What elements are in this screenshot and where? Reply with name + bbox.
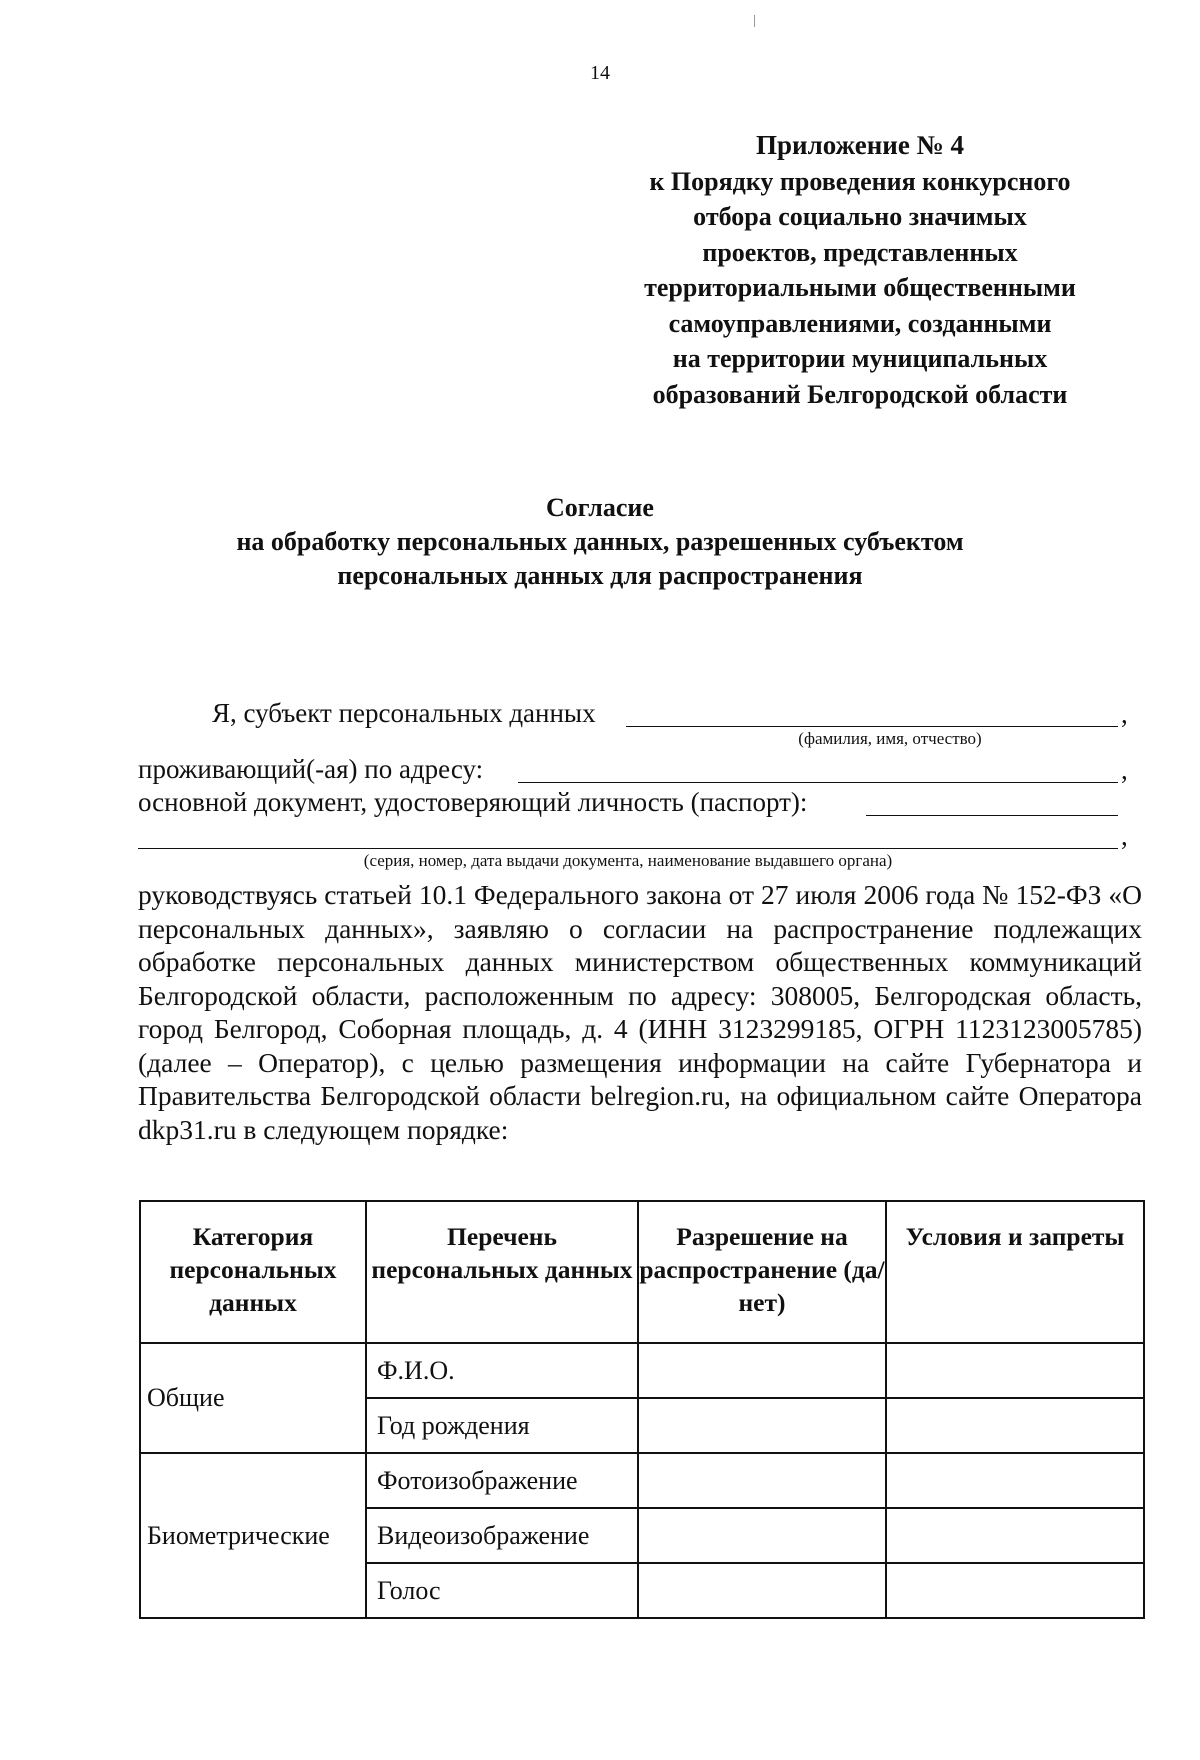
permission-cell[interactable] [638,1563,886,1618]
consent-body-text: руководствуясь статьей 10.1 Федерального закона от 27 июля 2006 года № 152-ФЗ «О персональных данных», заявляю о согласии на распространение подлежащих обработке персональных данных министерством общественных коммуникаций Белгородской области, расположенным по адресу: 308005, Белгородская область, город Белгород, Соборная площадь, д. 4 (ИНН 3123299185, ОГРН 1123123005785) (далее – Оператор), с целью размещения информации на сайте Губернатора и Правительства Белгородской области belregion.ru, на официальном сайте Оператора dkp31.ru в следующем порядке: [138,879,1142,1145]
subject-caption: (фамилия, имя, отчество) [798,729,982,748]
category-cell: Биометрические [140,1453,366,1618]
appendix-header [560,128,1160,412]
conditions-cell[interactable] [886,1508,1144,1563]
appendix-line: самоуправлениями, созданными [668,308,1052,338]
comma: , [1121,755,1128,785]
permission-cell[interactable] [638,1398,886,1453]
header-conditions: Условия и запреты [886,1201,1144,1343]
header-category: Категория персональных данных [140,1201,366,1343]
title-line: Согласие [546,493,654,522]
address-field[interactable] [518,782,1118,783]
appendix-line: образований Белгородской области [652,379,1068,409]
data-item-cell: Фотоизображение [366,1453,638,1508]
document-field[interactable] [866,815,1118,816]
data-item-cell: Ф.И.О. [366,1343,638,1398]
permission-cell[interactable] [638,1343,886,1398]
personal-data-table [139,1200,1145,1619]
appendix-title: Приложение № 4 [756,130,964,160]
category-cell: Общие [140,1343,366,1453]
title-line: на обработку персональных данных, разрешенных субъектом [236,527,964,556]
conditions-cell[interactable] [886,1453,1144,1508]
appendix-line: территориальными общественными [644,273,1076,302]
document-title [150,491,1050,593]
comma: , [1121,699,1128,729]
conditions-cell[interactable] [886,1398,1144,1453]
table-header-row [140,1201,1144,1343]
table-row [140,1343,1144,1398]
address-label: проживающий(-ая) по адресу: [138,754,484,784]
appendix-line: отбора социально значимых [693,202,1027,231]
appendix-line: к Порядку проведения конкурсного [649,166,1071,196]
page-number: 14 [590,62,610,84]
permission-cell[interactable] [638,1453,886,1508]
data-item-cell: Голос [366,1563,638,1618]
scan-mark [754,15,755,27]
appendix-line: на территории муниципальных [672,344,1048,373]
header-list: Перечень персональных данных [366,1201,638,1343]
data-item-cell: Видеоизображение [366,1508,638,1563]
subject-label: Я, субъект персональных данных [212,698,596,728]
header-permission: Разрешение на распространение (да/нет) [638,1201,886,1343]
table-row [140,1453,1144,1508]
appendix-line: проектов, представленных [702,237,1018,267]
title-line: персональных данных для распространения [337,561,863,590]
comma: , [1121,821,1128,851]
document-field-continued[interactable] [138,848,1118,849]
conditions-cell[interactable] [886,1563,1144,1618]
subject-name-field[interactable] [626,726,1118,727]
conditions-cell[interactable] [886,1343,1144,1398]
data-item-cell: Год рождения [366,1398,638,1453]
document-caption: (серия, номер, дата выдачи документа, наименование выдавшего органа) [363,851,893,870]
document-label: основной документ, удостоверяющий личность (паспорт): [138,787,808,817]
permission-cell[interactable] [638,1508,886,1563]
